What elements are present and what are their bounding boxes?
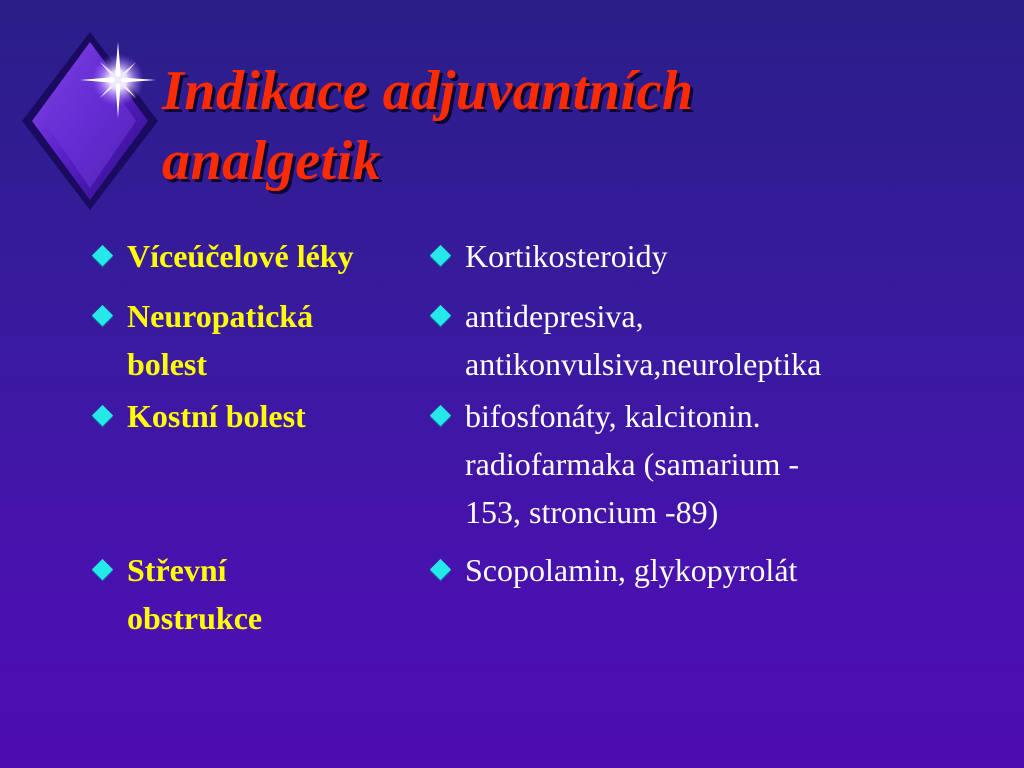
drug-text: Scopolamin, glykopyrolát <box>465 552 798 588</box>
drug-text: 153, stroncium -89) <box>465 494 719 530</box>
list-item <box>430 232 1024 280</box>
slide-title <box>162 56 962 196</box>
diamond-bullet-icon <box>430 245 451 266</box>
drug-text: radiofarmaka (samarium - <box>465 446 800 482</box>
list-item <box>92 392 457 440</box>
list-item <box>92 546 457 642</box>
indication-text: Víceúčelové léky <box>127 238 354 274</box>
indication-text: Neuropatická <box>127 298 314 334</box>
list-item <box>430 292 1024 388</box>
list-item <box>92 292 457 388</box>
drug-text: antikonvulsiva,neuroleptika <box>465 346 822 382</box>
indication-text: obstrukce <box>127 600 263 636</box>
diamond-star-logo-icon <box>22 32 162 210</box>
drug-text: bifosfonáty, kalcitonin. <box>465 398 761 434</box>
indication-text: bolest <box>127 346 207 382</box>
diamond-bullet-icon <box>92 405 113 426</box>
drug-text: Kortikosteroidy <box>465 238 668 274</box>
diamond-bullet-icon <box>92 305 113 326</box>
diamond-bullet-icon <box>430 559 451 580</box>
title-line: analgetik <box>162 130 382 192</box>
list-item <box>430 392 1024 536</box>
indication-text: Kostní bolest <box>127 398 306 434</box>
indication-text: Střevní <box>127 552 227 588</box>
diamond-bullet-icon <box>430 305 451 326</box>
diamond-bullet-icon <box>430 405 451 426</box>
diamond-bullet-icon <box>92 559 113 580</box>
drug-text: antidepresiva, <box>465 298 644 334</box>
list-item <box>92 232 457 280</box>
list-item <box>430 546 1024 594</box>
title-line: Indikace adjuvantních <box>162 60 694 122</box>
diamond-bullet-icon <box>92 245 113 266</box>
